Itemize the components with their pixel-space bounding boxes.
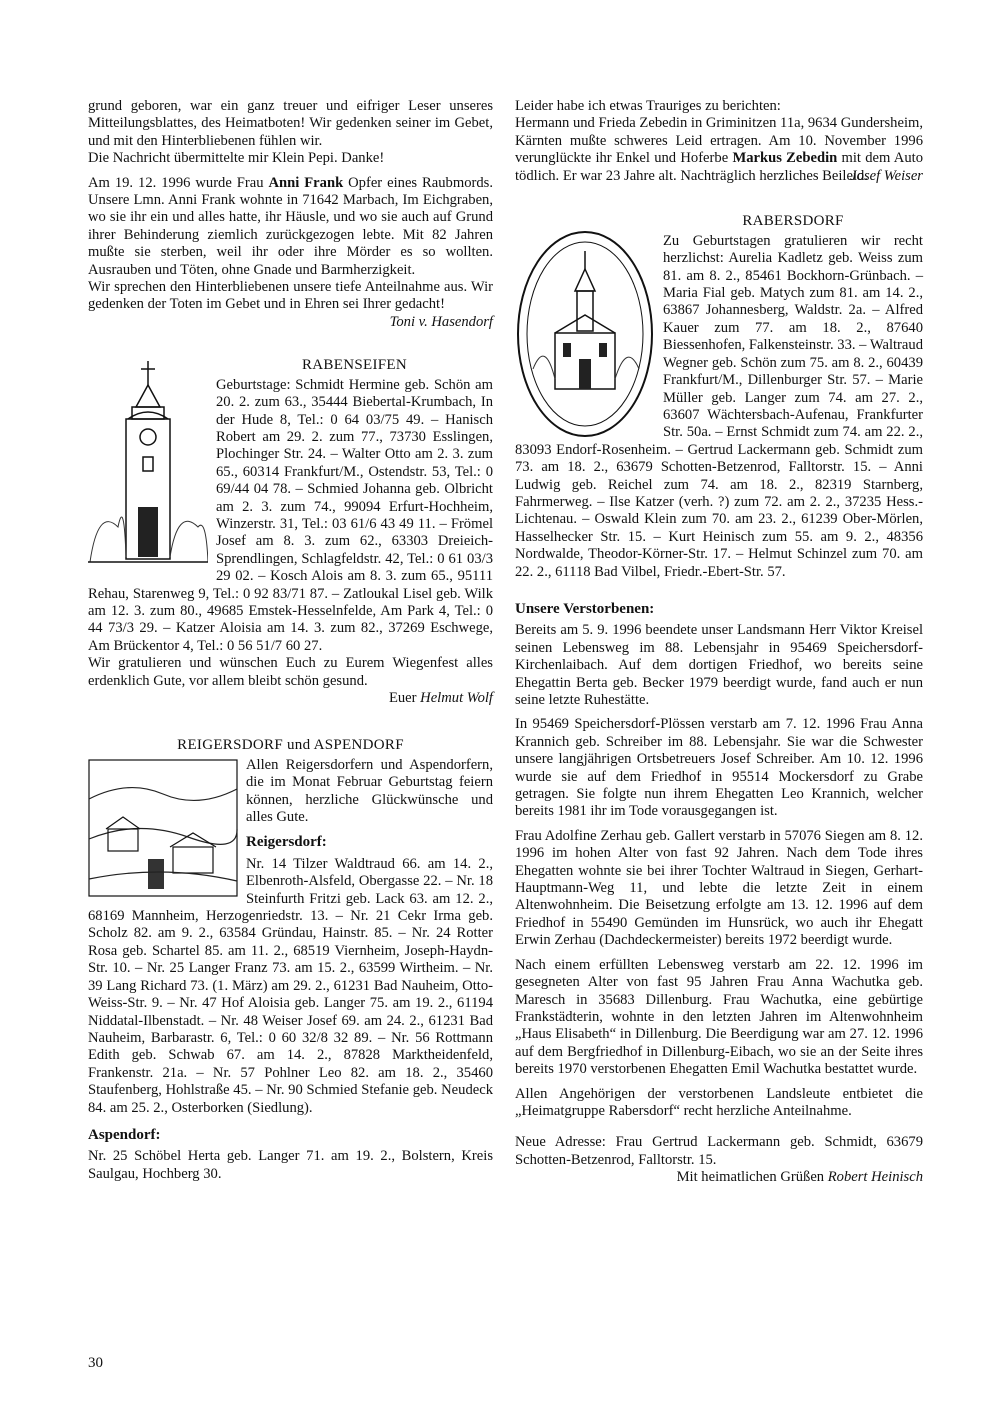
reigersdorf-body: Nr. 14 Tilzer Waldtraud 66. am 14. 2., Elbenroth-Alsfeld, Obergasse 22. – Nr. 18 Steinfurth Fritzi geb. Lack 63. am 12. 2., 68169 Mannheim, Herzogenriedstr. 13. – Nr. 21 Cekr Irma geb. Scholz 82. am 9. 2., 63584 Gründau, Hainstr. 85. – Nr. 24 Rotter Rosa geb. Schartel 85. am 11. 2., 68519 Viernheim, Joseph-Haydn-Str. 10. – Nr. 25 Langer Franz 73. am 15. 2., 63599 Wirtheim. – Nr. 39 Lang Richard 73. (1. März) am 29. 2., 61231 Bad Nauheim, Otto-Weiss-Str. 9. – Nr. 47 Hof Aloisia geb. Langer 75. am 19. 2., 61194 Niddatal-Ilbenstadt. – Nr. 48 Weiser Josef 69. am 24. 2., 61231 Bad Nauheim, Barbarastr. 6, Tel.: 0 60 32/8 32 89. – Nr. 56 Rottmann Edith geb. Schwab 67. am 14. 2., 87828 Marktheidenfeld, Frankenstr. 21a. – Nr. 57 Pohlner Leo 82. am 18. 2., 35460 Staufenberg, Hohlstraße 45. – Nr. 90 Schmied Stefanie geb. Neudeck 84. am 25. 2., Osterborken (Siedlung). (88, 855, 493, 1116)
left-column (88, 98, 493, 1183)
verstorbenen-title: Unsere Verstorbenen: (515, 600, 655, 617)
sympathy-paragraph: Wir sprechen den Hinterbliebenen unsere tiefe Anteilnahme aus. Wir gedenken der Toten im Gebet und in Ehren sei Ihrer gedacht! (88, 279, 493, 313)
sad-intro: Leider habe ich etwas Trauriges zu berichten: (515, 98, 781, 114)
rabersdorf-body: Zu Geburtstagen gratulieren wir recht herzlichst: Aurelia Kadletz geb. Weiss zum 81. am 8. 2., 85461 Bockhorn-Grünbach. – Maria Fial geb. Matych zum 81. am 14. 2., 63867 Johannesberg, Waldstr. 2a. – Alfred Kauer zum 77. am 18. 2., 87640 Biessenhofen, Falkensteinstr. 33. – Waltraud Wegner geb. Schön zum 75. am 8. 2., 60439 Frankfurt/M., Dillenburger Str. 57. – Marie Müller geb. Langer zum 74. am 27. 2., 63607 Wächtersbach-Aufenau, Frankfurter Str. 50a. – Ernst Schmidt zum 74. am 22. 2., 83093 Endorf-Rosenheim. – Gertrud Lackermann geb. Schmidt zum 73. am 18. 2., 63679 Schotten-Betzenrod, Falltorstr. 15. – Anni Ludwig geb. Reichel zum 74. am 18. 2., 82319 Starnberg, Fahrmerweg. – Ilse Katzer (verh. ?) zum 72. am 2. 2., 37235 Hess.-Lichtenau. – Oswald Klein zum 70. am 23. 2., 61239 Ober-Mörlen, Hasselhecker Str. 15. – Kurt Heinisch zum 55. am 9. 2., 48356 Nordwalde, Theodor-Körner-Str. 17. – Helmut Schinzel zum 70. am 22. 2., 61118 Bad Vilbel, Friedr.-Ebert-Str. 57. (515, 232, 923, 580)
verstorbenen-paragraph-1: Bereits am 5. 9. 1996 beendete unser Landsmann Herr Viktor Kreisel seinen Lebensweg im 88. Lebensjahr in 95469 Speichersdorf-Kirchenlaibach. Auf dem dortigen Friedhof, wo bereits seine Ehegattin Berta geb. Becker 1979 beerdigt wurde, fand auch er nun seine letzte Ruhestätte. (515, 622, 923, 708)
verstorbenen-paragraph-4: Nach einem erfüllten Lebensweg verstarb am 22. 12. 1996 im gesegneten Alter von fast 95 Jahren Frau Anna Wachutka geb. Maresch in 35683 Dillenburg. Frau Wachutka, eine gebürtige Frankstädterin, wohnte in den letzten Jahren im Altenwohnheim „Haus Elisabeth“ in Dillenburg. Die Beerdigung war am 27. 12. 1996 auf dem Bergfriedhof in Dillenburg-Eibach, wo sie an der Seite ihres bereits 1970 verstorbenen Ehegatten Emil Wachutka bestattet wurde. (515, 956, 923, 1078)
church-illustration-rabenseifen (88, 357, 208, 567)
reigersdorf-section (88, 737, 493, 1183)
signature-weiser: Josef Weiser (850, 168, 923, 185)
church-medallion-rabersdorf (515, 229, 655, 439)
rabenseifen-title: RABENSEIFEN (302, 357, 407, 374)
sad-paragraph: Hermann und Frieda Zebedin in Griminitzen 11a, 9634 Gundersheim, Kärnten mußte schweres Leid ertragen. Am 10. November 1996 verunglückte ihr Enkel und Hoferbe Markus Zebedin mit dem Auto tödlich. Er war 23 Jahre alt. Nachträglich herzliches Beileid. (515, 115, 923, 184)
right-column (515, 98, 923, 1187)
frank-paragraph: Am 19. 12. 1996 wurde Frau Anni Frank Opfer eines Raubmords. Unsere Lmn. Anni Frank wohnte in 71642 Marbach, Im Eichgraben, wo sie ihr ein und alles hatte, ihr Häusle, und wo sie auch auf Grund ihrer Behinderung ziemlich zurückgezogen lebte. Mit 82 Jahren mußte sie sterben, weil ihr oder ihre Mörder es so wollten. Ausrauben und Töten, ohne Gnade und Barmherzigkeit. (88, 174, 493, 278)
signature-hasendorf: Toni v. Hasendorf (389, 313, 493, 330)
reigersdorf-subtitle: Reigersdorf: (246, 834, 327, 851)
intro-note: Die Nachricht übermittelte mir Klein Pepi. Danke! (88, 150, 385, 167)
village-illustration-reigersdorf (88, 759, 238, 897)
rabenseifen-section (88, 357, 493, 707)
rabersdorf-section (515, 213, 923, 581)
page-number: 30 (88, 1355, 103, 1371)
verstorbenen-paragraph-2: In 95469 Speichersdorf-Plössen verstarb am 7. 12. 1996 Frau Anna Krannich geb. Schreiber im 88. Lebensjahr. Sie war die Schwester unsere langjährigen Ortsbetreuers Josef Schreiber. Am 10. 12. 1996 wurde sie auf dem Friedhof in 95514 Mockersdorf zu Grabe getragen. Sie folgte nun ihrem Ehegatten Leo Krannich, welcher bereits 1981 ihr im Tode vorausgegangen ist. (515, 716, 923, 820)
signature-heinisch: Mit heimatlichen Grüßen Robert Heinisch (676, 1169, 923, 1186)
verstorbenen-paragraph-5: Allen Angehörigen der verstorbenen Landsleute entbietet die „Heimatgruppe Rabersdorf“ recht herzliche Anteilnahme. (515, 1085, 923, 1119)
rabenseifen-wish: Wir gratulieren und wünschen Euch zu Eurem Wiegenfest alles erdenklich Gute, vor allem bleibt schön gesund. (88, 655, 493, 689)
rabersdorf-title: RABERSDORF (742, 213, 844, 230)
reigersdorf-intro: Allen Reigersdorfern und Aspendorfern, die im Monat Februar Geburtstag feiern können, herzliche Glückwünsche und alles Gute. (246, 756, 493, 826)
reigersdorf-title: REIGERSDORF und ASPENDORF (177, 737, 404, 754)
new-address: Neue Adresse: Frau Gertrud Lackermann geb. Schmidt, 63679 Schotten-Betzenrod, Falltorstr. 15. (515, 1134, 923, 1168)
intro-paragraph: grund geboren, war ein ganz treuer und eifriger Leser unseres Mitteilungsblattes, des Heimatboten! Wir gedenken seiner im Gebet, und mit den Hinterbliebenen fühlen wir. (88, 98, 493, 149)
rabenseifen-body: Geburtstage: Schmidt Hermine geb. Schön am 20. 2. zum 63., 35444 Biebertal-Krumbach, In der Hude 8, Tel.: 0 64 03/75 49. – Hanisch Robert am 29. 2. zum 77., 73730 Esslingen, Plochinger Str. 24. – Walter Otto am 2. 3. zum 65., 60314 Frankfurt/M., Ostendstr. 53, Tel.: 0 69/44 04 78. – Schmied Johanna geb. Olbricht am 2. 3. zum 74., 99094 Erfurt-Hochheim, Winzerstr. 31, Tel.: 03 61/6 43 49 11. – Frömel Josef am 8. 3. zum 62., 63303 Dreieich-Sprendlingen, Schlagfeldstr. 42, Tel.: 0 61 03/3 29 02. – Kosch Alois am 8. 3. zum 65., 95111 Rehau, Starenweg 9, Tel.: 0 92 83/71 87. – Zatloukal Lisel geb. Wilk am 12. 3. zum 80., 49685 Emstek-Hesselnfelde, Am Park 4, Tel.: 0 44 73/3 29. – Katzer Aloisia am 14. 3. zum 82., 37269 Eschwege, Am Brückentor 4, Tel.: 0 56 51/7 60 27. (88, 376, 493, 654)
signature-wolf: Euer Helmut Wolf (388, 690, 493, 706)
aspendorf-subtitle: Aspendorf: (88, 1126, 161, 1143)
aspendorf-body: Nr. 25 Schöbel Herta geb. Langer 71. am 19. 2., Bolstern, Kreis Saulgau, Hochberg 30. (88, 1148, 493, 1182)
verstorbenen-paragraph-3: Frau Adolfine Zerhau geb. Gallert verstarb in 57076 Siegen am 8. 12. 1996 im hohen Alter von fast 92 Jahren. Nach dem Tode ihres Ehegatten wohnte sie bei ihrer Tochter Waltraud in Siegen, Gerhart-Hauptmann-Weg 11, und lebte die letzte Zeit in einem Altenwohnheim. Die Beisetzung erfolgte am 13. 12. 1996 auf dem Friedhof in 55490 Gemünden im Hunsrück, wo auch ihr Ehegatt Erwin Zerhau (Dachdeckermeister) bereits 1972 beerdigt wurde. (515, 827, 923, 949)
